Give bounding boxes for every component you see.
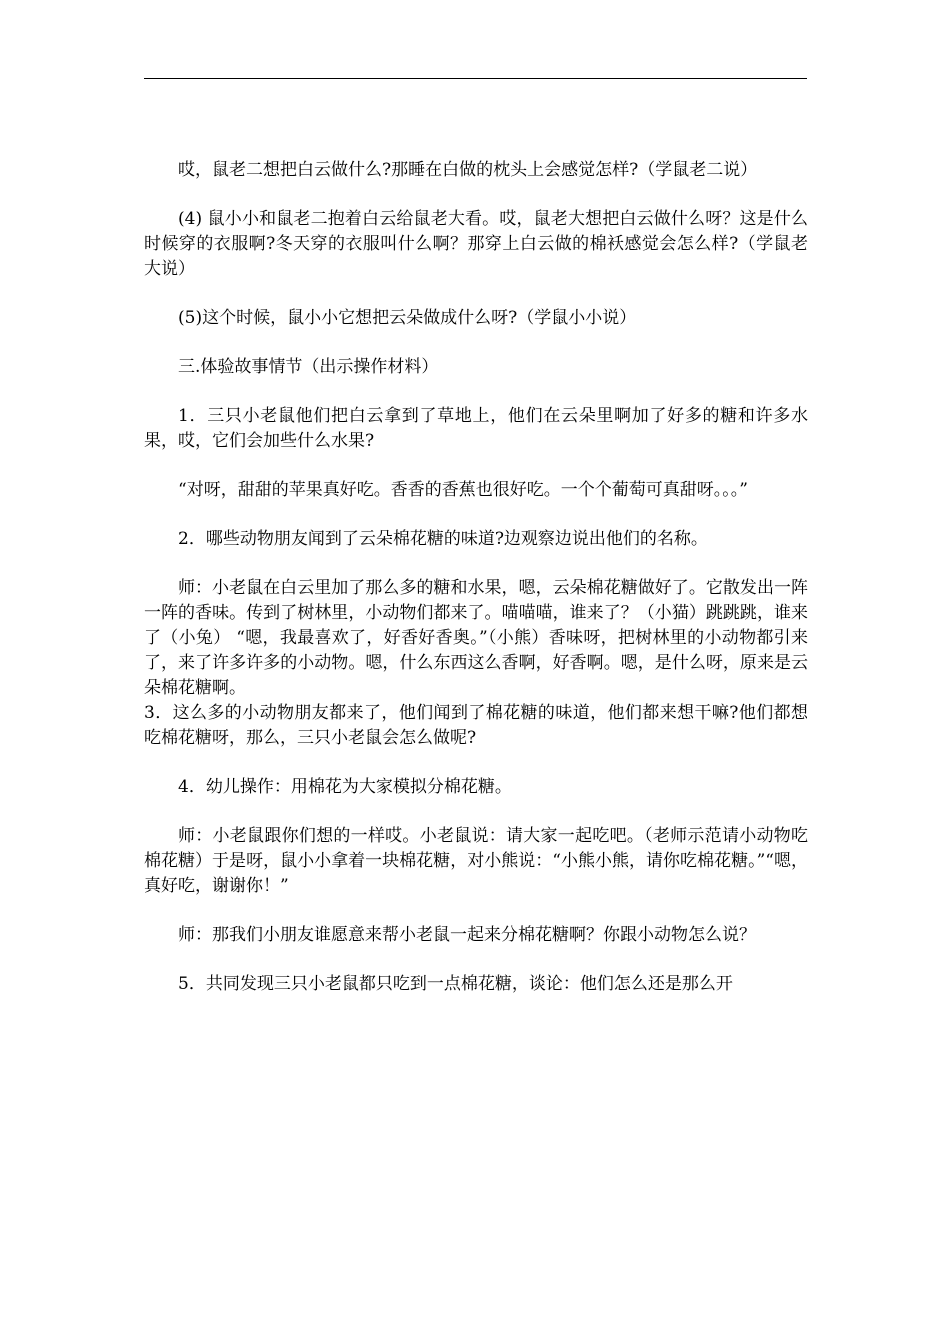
header-rule — [144, 78, 807, 79]
paragraph: “对呀，甜甜的苹果真好吃。香香的香蕉也很好吃。一个个葡萄可真甜呀。。。” — [178, 480, 748, 500]
paragraph: 师：那我们小朋友谁愿意来帮小老鼠一起来分棉花糖啊？你跟小动物怎么说？ — [178, 925, 756, 945]
paragraph: (5)这个时候，鼠小小它想把云朵做成什么呀?（学鼠小小说） — [178, 308, 637, 328]
document-body — [144, 158, 808, 997]
paragraph: 1．三只小老鼠他们把白云拿到了草地上，他们在云朵里啊加了好多的糖和许多水果，哎，它们会加些什么水果? — [144, 406, 808, 451]
paragraph: 5．共同发现三只小老鼠都只吃到一点棉花糖，谈论：他们怎么还是那么开 — [178, 974, 733, 994]
paragraph: 2．哪些动物朋友闻到了云朵棉花糖的味道?边观察边说出他们的名称。 — [178, 529, 708, 549]
paragraph: 师：小老鼠跟你们想的一样哎。小老鼠说：请大家一起吃吧。（老师示范请小动物吃棉花糖）于是呀，鼠小小拿着一块棉花糖，对小熊说：“小熊小熊，请你吃棉花糖。”“嗯，真好吃，谢谢你！” — [144, 826, 808, 896]
paragraph: (4) 鼠小小和鼠老二抱着白云给鼠老大看。哎，鼠老大想把白云做什么呀？这是什么时候穿的衣服啊?冬天穿的衣服叫什么啊？那穿上白云做的棉袄感觉会怎么样?（学鼠老大说） — [144, 209, 808, 279]
paragraph: 3．这么多的小动物朋友都来了，他们闻到了棉花糖的味道，他们都来想干嘛?他们都想吃棉花糖呀，那么，三只小老鼠会怎么做呢? — [144, 703, 808, 748]
section-heading: 三.体验故事情节（出示操作材料） — [178, 357, 439, 377]
paragraph: 哎，鼠老二想把白云做什么?那睡在白做的枕头上会感觉怎样?（学鼠老二说） — [178, 160, 758, 180]
paragraph: 4．幼儿操作：用棉花为大家模拟分棉花糖。 — [178, 777, 512, 797]
paragraph: 师：小老鼠在白云里加了那么多的糖和水果，嗯，云朵棉花糖做好了。它散发出一阵一阵的香味。传到了树林里，小动物们都来了。喵喵喵，谁来了？（小猫）跳跳跳，谁来了（小兔） “嗯，我最喜欢了，好香好香奥。”（小熊）香味呀，把树林里的小动物都引来了，来了许多许多的小动物。嗯，什么东西这么香啊，好香啊。嗯，是什么呀，原来是云朵棉花糖啊。 — [144, 578, 808, 698]
